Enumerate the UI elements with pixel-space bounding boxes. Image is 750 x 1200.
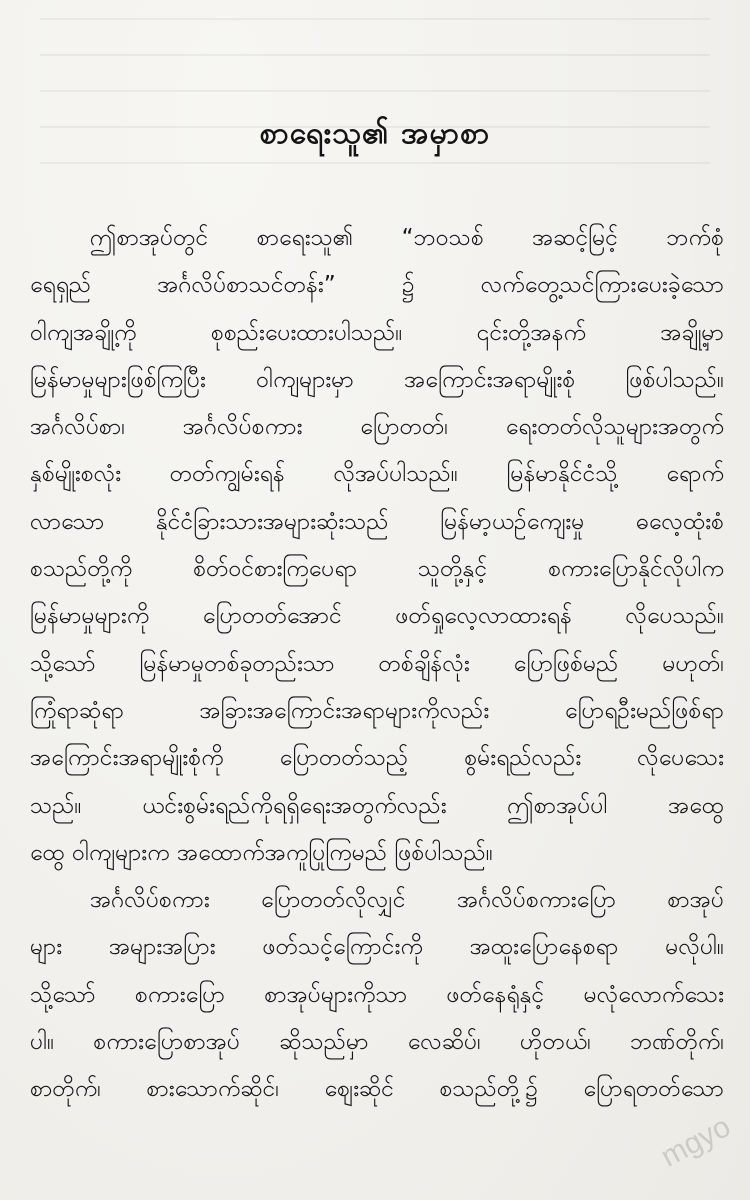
- paragraph-1-line: သည်။ ယင်းစွမ်းရည်ကိုရရှိရေးအတွက်လည်း ဤစာအုပ်ပါ အထွေ: [30, 792, 724, 819]
- paragraph-2-line: သို့သော် စကားပြော စာအုပ်များကိုသာ ဖတ်နေရုံနှင့် မလုံလောက်သေး: [30, 981, 724, 1008]
- paragraph-1-line: ဝါကျအချို့ကို စုစည်းပေးထားပါသည်။ ၎င်းတို့အနက် အချို့မှာ: [30, 319, 724, 346]
- paragraph-1-line: မြန်မာမှုများဖြစ်ကြပြီး ဝါကျများမှာ အကြောင်းအရာမျိုးစုံ ဖြစ်ပါသည်။: [30, 366, 724, 393]
- paragraph-1-line: နှစ်မျိုးစလုံး တတ်ကျွမ်းရန် လိုအပ်ပါသည်။ မြန်မာနိုင်ငံသို့ ရောက်: [30, 461, 724, 488]
- paragraph-1-line: ရေရှည် အင်္ဂလိပ်စာသင်တန်း” ၌ လက်တွေ့သင်ကြားပေးခဲ့သော: [30, 272, 724, 299]
- paragraph-2-line: များ အများအပြား ဖတ်သင့်ကြောင်းကို အထူးပြောနေစရာ မလိုပါ။: [30, 934, 724, 961]
- paragraph-1-line: လာသော နိုင်ငံခြားသားအများဆုံးသည် မြန်မာ့ယဉ်ကျေးမှု ဓလေ့ထုံးစံ: [30, 508, 724, 535]
- body-text: [30, 215, 724, 1114]
- paragraph-2-line: ပါ။ စကားပြောစာအုပ် ဆိုသည်မှာ လေဆိပ်၊ ဟိုတယ်၊ ဘဏ်တိုက်၊: [30, 1029, 724, 1056]
- page-title: စာရေးသူ၏ အမှာစာ: [259, 116, 491, 151]
- paragraph-1-line: အင်္ဂလိပ်စာ၊ အင်္ဂလိပ်စကား ပြောတတ်၊ ရေးတတ်လိုသူများအတွက်: [30, 414, 724, 441]
- paragraph-1-line: စသည်တို့ကို စိတ်ဝင်စားကြပေရာ သူတို့နှင့် စကားပြောနိုင်လိုပါက: [30, 556, 724, 583]
- paragraph-1-line: သို့သော် မြန်မာမှုတစ်ခုတည်းသာ တစ်ချိန်လုံး ပြောဖြစ်မည် မဟုတ်၊: [30, 650, 724, 677]
- paragraph-1-line: ဤစာအုပ်တွင် စာရေးသူ၏ “ဘဝသစ် အဆင့်မြင့် ဘက်စုံ: [90, 225, 724, 251]
- watermark: mgyo: [655, 1109, 736, 1174]
- paragraph-1-line: အကြောင်းအရာမျိုးစုံကို ပြောတတ်သည့် စွမ်းရည်လည်း လိုပေသေး: [30, 745, 724, 772]
- paragraph-1-line: မြန်မာမှုများကို ပြောတတ်အောင် ဖတ်ရှုလေ့လာထားရန် လိုပေသည်။: [30, 603, 724, 630]
- paragraph-1-line: ကြုံရာဆုံရာ အခြားအကြောင်းအရာများကိုလည်း ပြောရဦးမည်ဖြစ်ရာ: [30, 697, 724, 724]
- paragraph-1-line: ထွေ ဝါကျများက အထောက်အကူပြုကြမည် ဖြစ်ပါသည်။: [30, 839, 493, 866]
- paragraph-2-line: အင်္ဂလိပ်စကား ပြောတတ်လိုလျှင် အင်္ဂလိပ်စကားပြော စာအုပ်: [90, 887, 724, 914]
- paragraph-2-line: စာတိုက်၊ စားသောက်ဆိုင်၊ ဈေးဆိုင် စသည်တို့၌ ပြောရတတ်သော: [30, 1076, 724, 1103]
